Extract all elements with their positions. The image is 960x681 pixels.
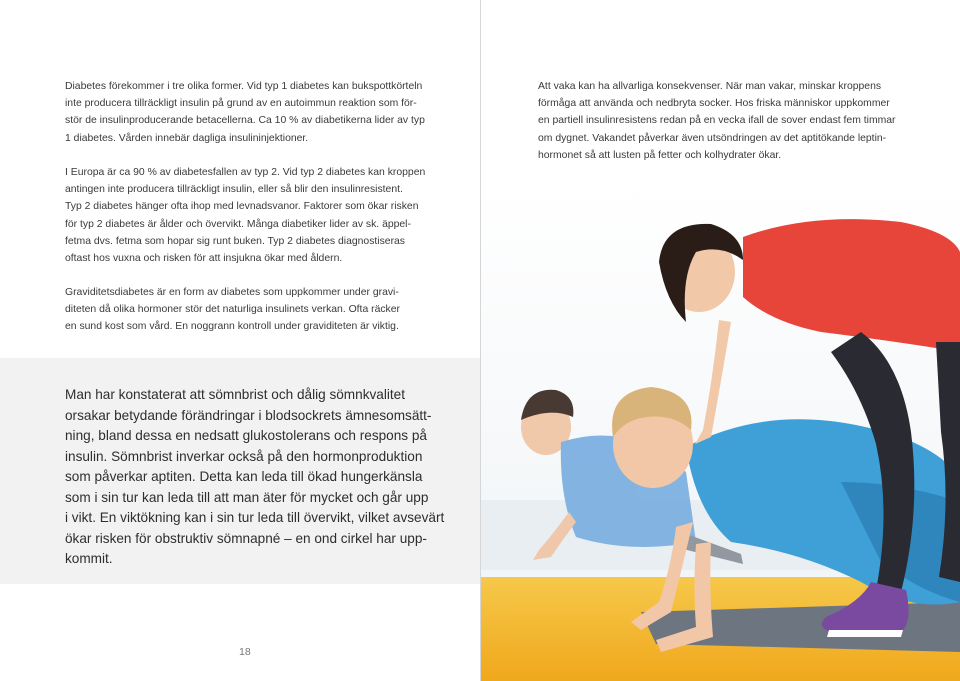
- text-line: 1 diabetes. Vården innebär dagliga insulininjektioner.: [65, 132, 309, 144]
- text-line: förmåga att använda och nedbryta socker. Hos friska människor uppkommer: [538, 98, 890, 110]
- text-line: hormonet så att lusten på fetter och kolhydrater ökar.: [538, 149, 782, 161]
- paragraph-diabetes-forms: [65, 78, 425, 147]
- text-line: en sund kost som vård. En noggrann kontroll under graviditeten är viktig.: [65, 321, 399, 333]
- quote-line: ning, bland dessa en nedsatt glukostolerans och respons på: [65, 428, 427, 443]
- text-line: Typ 2 diabetes hänger ofta ihop med levnadsvanor. Faktorer som ökar risken: [65, 201, 419, 213]
- text-line: oftast hos vuxna och risken för att insjukna ökar med åldern.: [65, 253, 343, 265]
- text-line: fetma dvs. fetma som hopar sig runt buken. Typ 2 diabetes diagnostiseras: [65, 235, 405, 247]
- quote-line: ökar risken för obstruktiv sömnapné – en ond cirkel har upp-: [65, 530, 427, 546]
- quote-line: som påverkar aptiten. Detta kan leda till ökad hungerkänsla: [65, 469, 423, 484]
- text-line: diteten då olika hormoner stör det naturliga insulinets verkan. Ofta räcker: [65, 304, 400, 316]
- exercise-photo: [481, 182, 960, 681]
- quote-line: i vikt. En viktökning kan i sin tur leda till övervikt, vilket avsevärt: [65, 510, 445, 525]
- quote-line: som i sin tur kan leda till att man äter för mycket och går upp: [65, 489, 429, 505]
- text-line: om dygnet. Vakandet påverkar även utsöndringen av det aptitökande leptin-: [538, 132, 887, 144]
- text-line: Att vaka kan ha allvarliga konsekvenser. När man vakar, minskar kroppens: [538, 81, 882, 92]
- quote-line: insulin. Sömnbrist inverkar också på den hormonproduktion: [65, 448, 423, 464]
- quote-line: Man har konstaterat att sömnbrist och dålig sömnkvalitet: [65, 387, 406, 402]
- text-line: stör de insulinproducerande betacellerna. Ca 10 % av diabetikerna lider av typ: [65, 115, 425, 127]
- text-line: för typ 2 diabetes är ålder och övervikt. Många diabetiker lider av sk. äppel-: [65, 218, 411, 230]
- quote-line: orsakar betydande förändringar i blodsockrets ämnesomsätt-: [65, 407, 432, 423]
- quote-line: kommit.: [65, 551, 113, 566]
- text-line: inte producera tillräckligt insulin på grund av en autoimmun reaktion som för-: [65, 98, 417, 110]
- text-line: Diabetes förekommer i tre olika former. Vid typ 1 diabetes kan bukspottkörteln: [65, 81, 423, 92]
- exercise-illustration: [481, 182, 960, 681]
- page-number: 18: [239, 646, 251, 658]
- text-line: en partiell insulinresistens redan på en vecka ifall de sover endast fem timmar: [538, 115, 896, 127]
- text-line: Graviditetsdiabetes är en form av diabetes som uppkommer under gravi-: [65, 287, 399, 298]
- text-line: antingen inte producera tillräckligt insulin, eller så blir den insulinresistent.: [65, 184, 403, 196]
- paragraph-type2-diabetes: [65, 164, 425, 267]
- pull-quote: [65, 385, 444, 570]
- paragraph-gestational-diabetes: [65, 284, 400, 336]
- text-line: I Europa är ca 90 % av diabetesfallen av typ 2. Vid typ 2 diabetes kan kroppen: [65, 167, 426, 178]
- paragraph-staying-awake: [538, 78, 896, 164]
